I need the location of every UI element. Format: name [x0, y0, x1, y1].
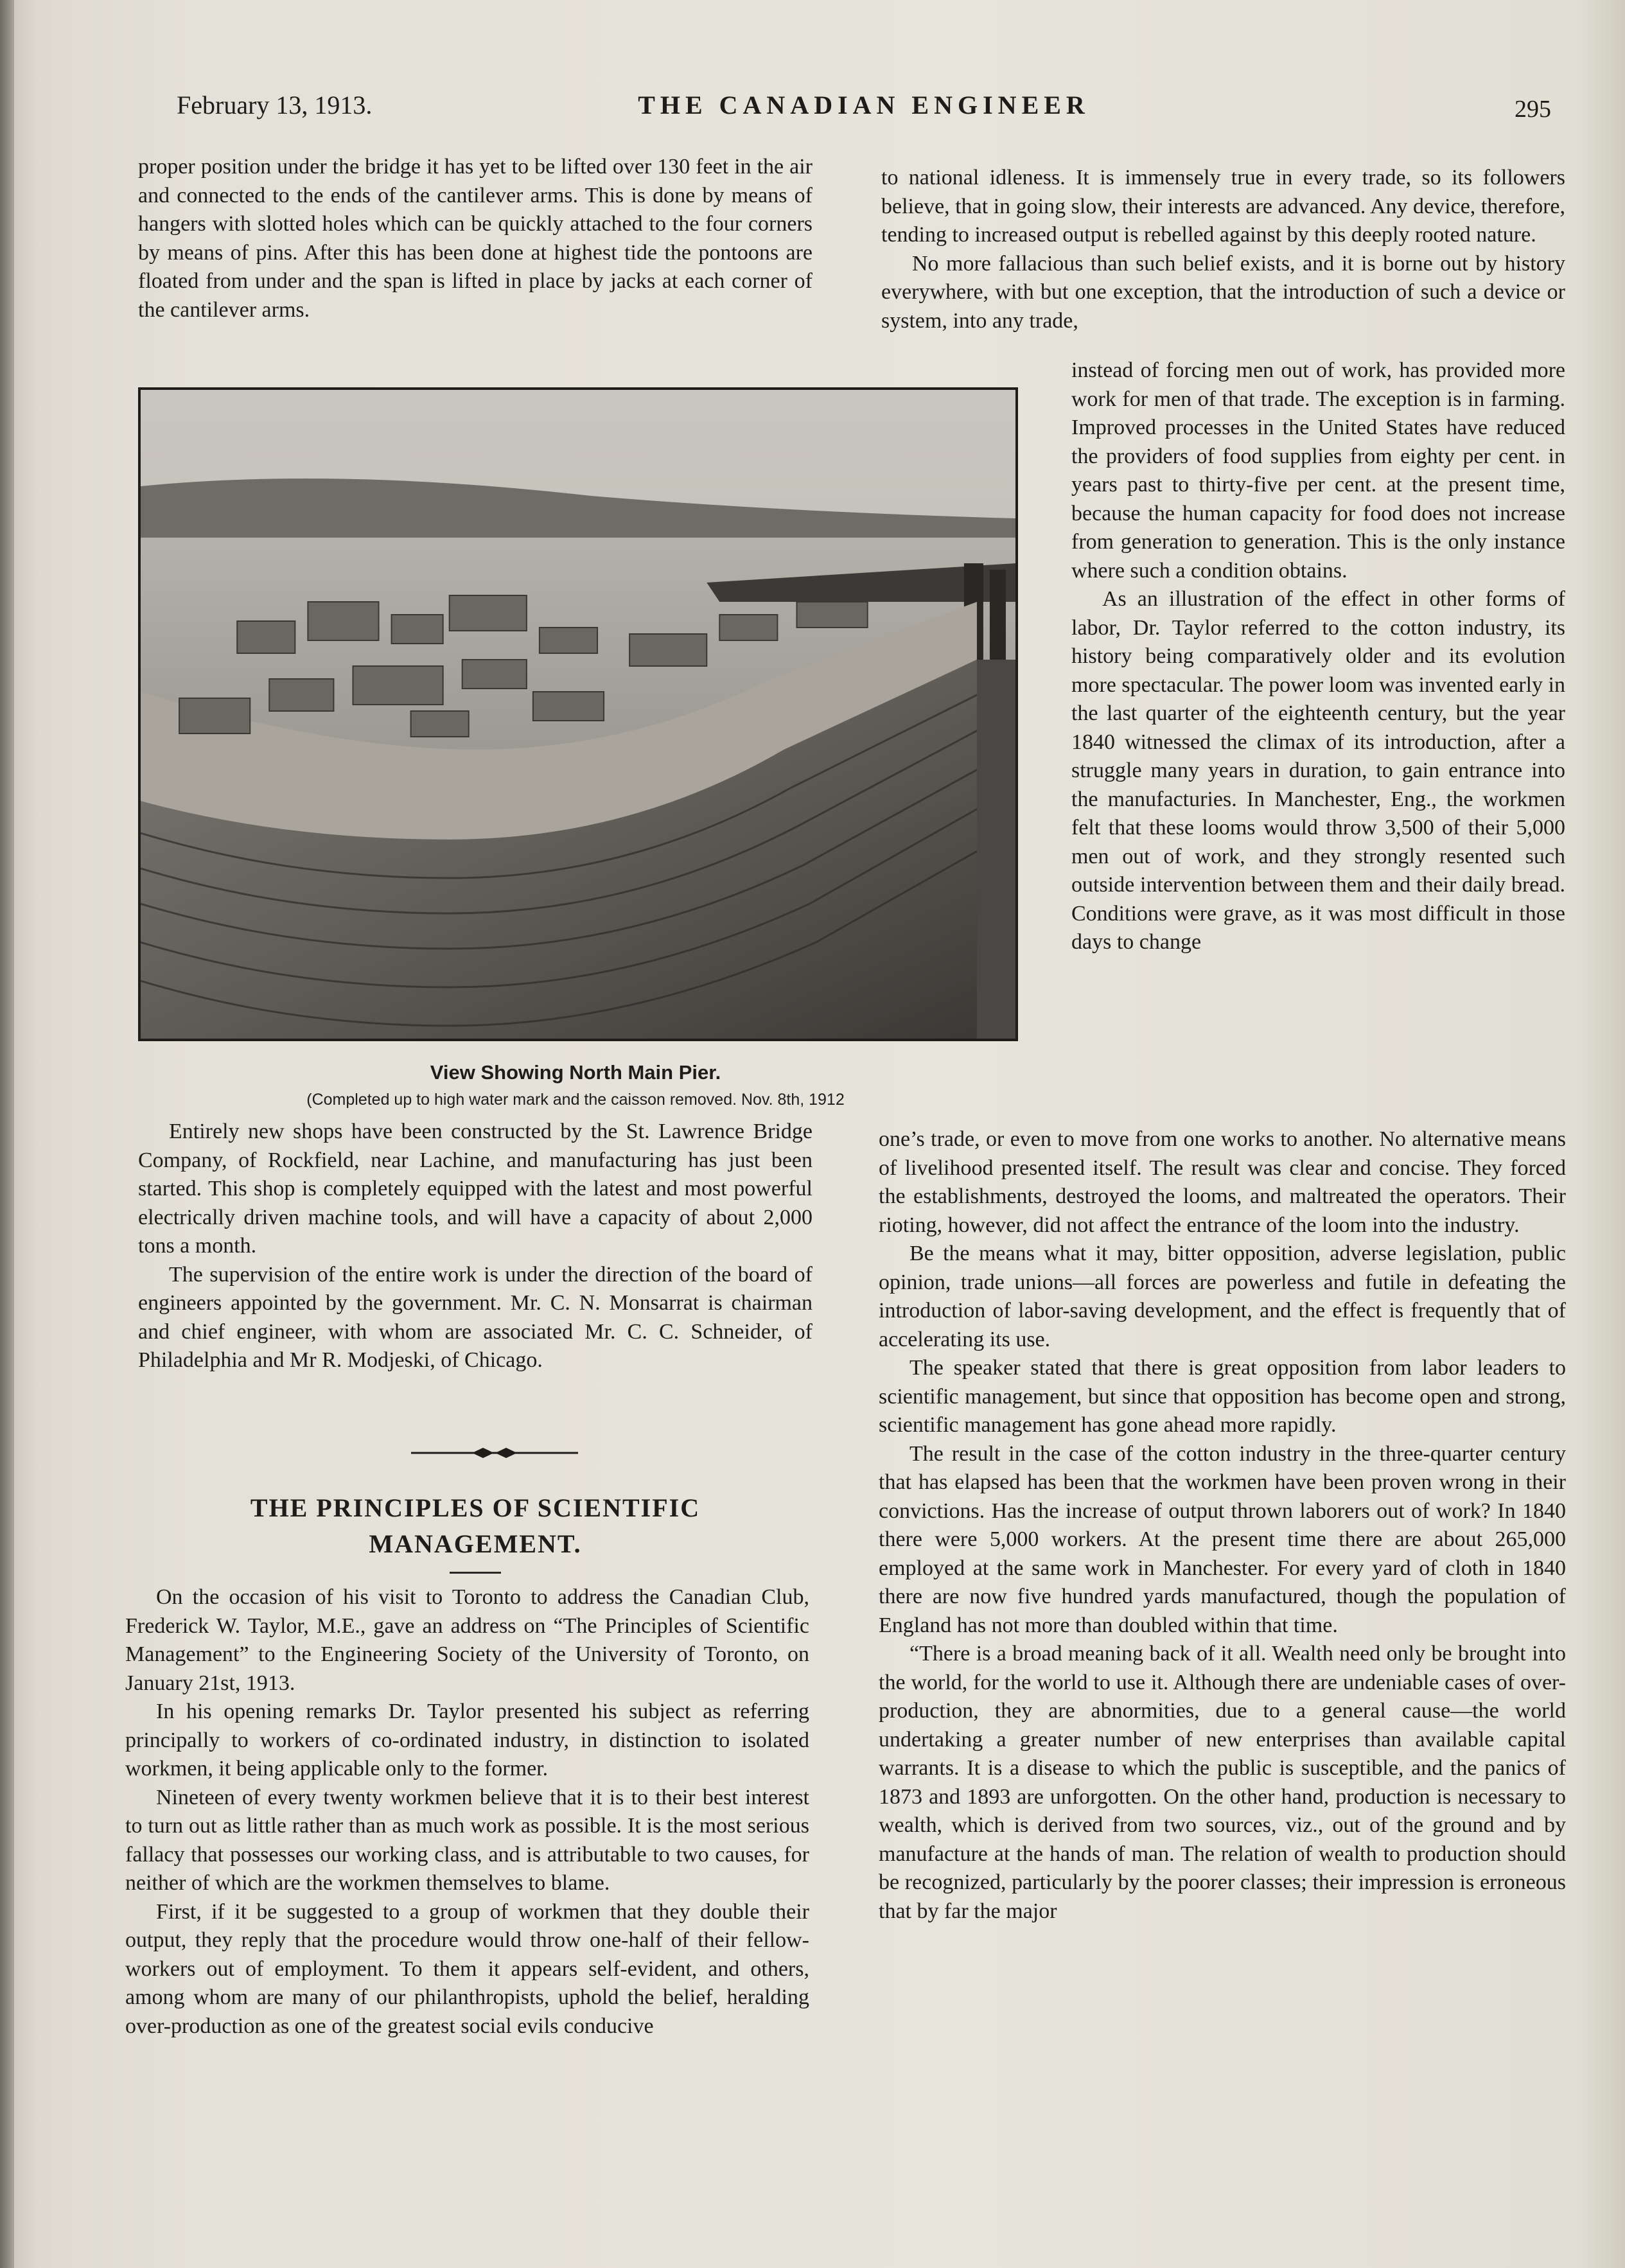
paragraph: Nineteen of every twenty workmen believe that it is to their best interest to turn out as little rather than as much work as possible. It is the most serious fallacy that possesses our working class, and is attributable to two causes, for neither of which are the workmen themselves to blame.: [125, 1785, 809, 1895]
paragraph: to national idleness. It is immensely true in every trade, so its followers believe, that in going slow, their interests are advanced. Any device, therefore, tending to increased output is rebelled against by this deeply rooted nature.: [881, 166, 1565, 247]
paragraph: “There is a broad meaning back of it all. Wealth need only be brought into the world, for the world to use it. Although there are undeniable cases of over-production, they are abnormities, due to a general cause—the world undertaking a greater number of new enterprises than available capital warrants. It is a disease to which the public is susceptible, and the panics of 1873 and 1893 are unforgotten. On the other hand, production is necessary to wealth, which is derived from two sources, viz., out of the ground and by manufacture at the hands of man. The relation of wealth to production should be recognized, particularly by the poorer classes; their impression is erroneous that by far the major: [879, 1642, 1566, 1923]
journal-title: THE CANADIAN ENGINEER: [638, 91, 1090, 119]
article-title: [138, 1490, 812, 1562]
running-header: [177, 90, 1551, 135]
right-column-inset-text: [1071, 356, 1565, 957]
paragraph: Be the means what it may, bitter opposition, adverse legislation, public opinion, trade unions—all forces are powerless and futile in defeating the introduction of labor-saving development, and the effect is frequently that of accelerating its use.: [879, 1242, 1566, 1351]
paragraph: In his opening remarks Dr. Taylor presented his subject as referring principally to workers of co-ordinated industry, in distinction to isolated workmen, it being applicable only to the former.: [125, 1700, 809, 1780]
title-rule: [450, 1572, 501, 1574]
header-date: February 13, 1913.: [177, 91, 373, 119]
figure-caption-title: View Showing North Main Pier.: [430, 1061, 721, 1084]
page-number: 295: [1515, 96, 1551, 123]
paragraph: First, if it be suggested to a group of workmen that they double their output, they reply that the procedure would throw one-half of their fellow-workers out of employment. To them it appears self-evident, and others, among whom are many of our philanthropists, uphold the belief, heralding over-production as one of the greatest social evils conducive: [125, 1899, 809, 2038]
right-column-bottom-text: [879, 1125, 1566, 1926]
page-spine-shadow: [0, 0, 14, 2268]
paragraph: instead of forcing men out of work, has provided more work for men of that trade. The exception is in farming. Improved processes in the United States have reduced the providers of food supplies from eighty per cent. in years past to thirty-five per cent. at the present time, because the human capacity for food does not increase from generation to generation. This is the only instance where such a condition obtains.: [1071, 358, 1565, 583]
paragraph: On the occasion of his visit to Toronto to address the Canadian Club, Frederick W. Taylor, M.E., gave an address on “The Principles of Scientific Management” to the Engineering Society of the University of Toronto, on January 21st, 1913.: [125, 1585, 809, 1695]
paragraph: proper position under the bridge it has yet to be lifted over 130 feet in the air and connected to the ends of the cantilever arms. This is done by means of hangers with slotted holes which can be quickly attached to the four corners by means of pins. After this has been done at highest tide the pontoons are floated from under and the span is lifted in place by jacks at each corner of the cantilever arms.: [138, 155, 812, 322]
paragraph: The speaker stated that there is great opposition from labor leaders to scientific management, but since that opposition has become open and strong, scientific management has gone ahead more rapidly.: [879, 1356, 1566, 1437]
left-column-bottom-text: [138, 1118, 812, 1375]
paragraph: The supervision of the entire work is under the direction of the board of engineers appointed by the government. Mr. C. N. Monsarrat is chairman and chief engineer, with whom are associated Mr. C. C. Schneider, of Philadelphia and Mr R. Modjeski, of Chicago.: [138, 1262, 812, 1372]
paragraph: one’s trade, or even to move from one works to another. No alternative means of livelihood presented itself. The result was clear and concise. They forced the establishments, destroyed the looms, and maltreated the operators. Their rioting, however, did not affect the entrance of the loom into the industry.: [879, 1127, 1566, 1237]
right-column-top-text: [881, 164, 1565, 335]
ornamental-divider: [411, 1443, 578, 1463]
article-title-line-2: MANAGEMENT.: [369, 1529, 582, 1558]
figure-caption-subtitle: (Completed up to high water mark and the caisson removed. Nov. 8th, 1912: [306, 1091, 845, 1109]
paragraph: No more fallacious than such belief exists, and it is borne out by history everywhere, with but one exception, that the introduction of such a device or system, into any trade,: [881, 251, 1565, 333]
paragraph: As an illustration of the effect in other forms of labor, Dr. Taylor referred to the cotton industry, its history being comparatively older and its evolution more spectacular. The power loom was invented early in the last quarter of the eighteenth century, but the year 1840 witnessed the climax of its introduction, after a struggle many years in duration, to gain entrance into the manufacturies. In Manchester, Eng., the workmen felt that these looms would throw 3,500 of their 5,000 men out of work, and they strongly resented such outside intervention between them and their daily bread. Conditions were grave, as it was most difficult in those days to change: [1071, 587, 1565, 954]
article-body-left: [125, 1583, 809, 2041]
left-column-top-text: [138, 153, 812, 324]
paragraph: The result in the case of the cotton industry in the three-quarter century that has elapsed has been that the workmen have been proven wrong in their convictions. Has the increase of output thrown laborers out of work? In 1840 there were 5,000 workers. At the present time there are about 265,000 employed at the same work in Manchester. For every yard of cloth in 1840 there are now five hundred yards manufactured, though the population of England has not more than doubled within that time.: [879, 1441, 1566, 1637]
article-title-line-1: THE PRINCIPLES OF SCIENTIFIC: [250, 1493, 701, 1522]
paragraph: Entirely new shops have been constructed by the St. Lawrence Bridge Company, of Rockfield, near Lachine, and manufacturing has just been started. This shop is completely equipped with the latest and most powerful electrically driven machine tools, and will have a capacity of about 2,000 tons a month.: [138, 1120, 812, 1258]
north-main-pier-photo: [138, 387, 1018, 1041]
